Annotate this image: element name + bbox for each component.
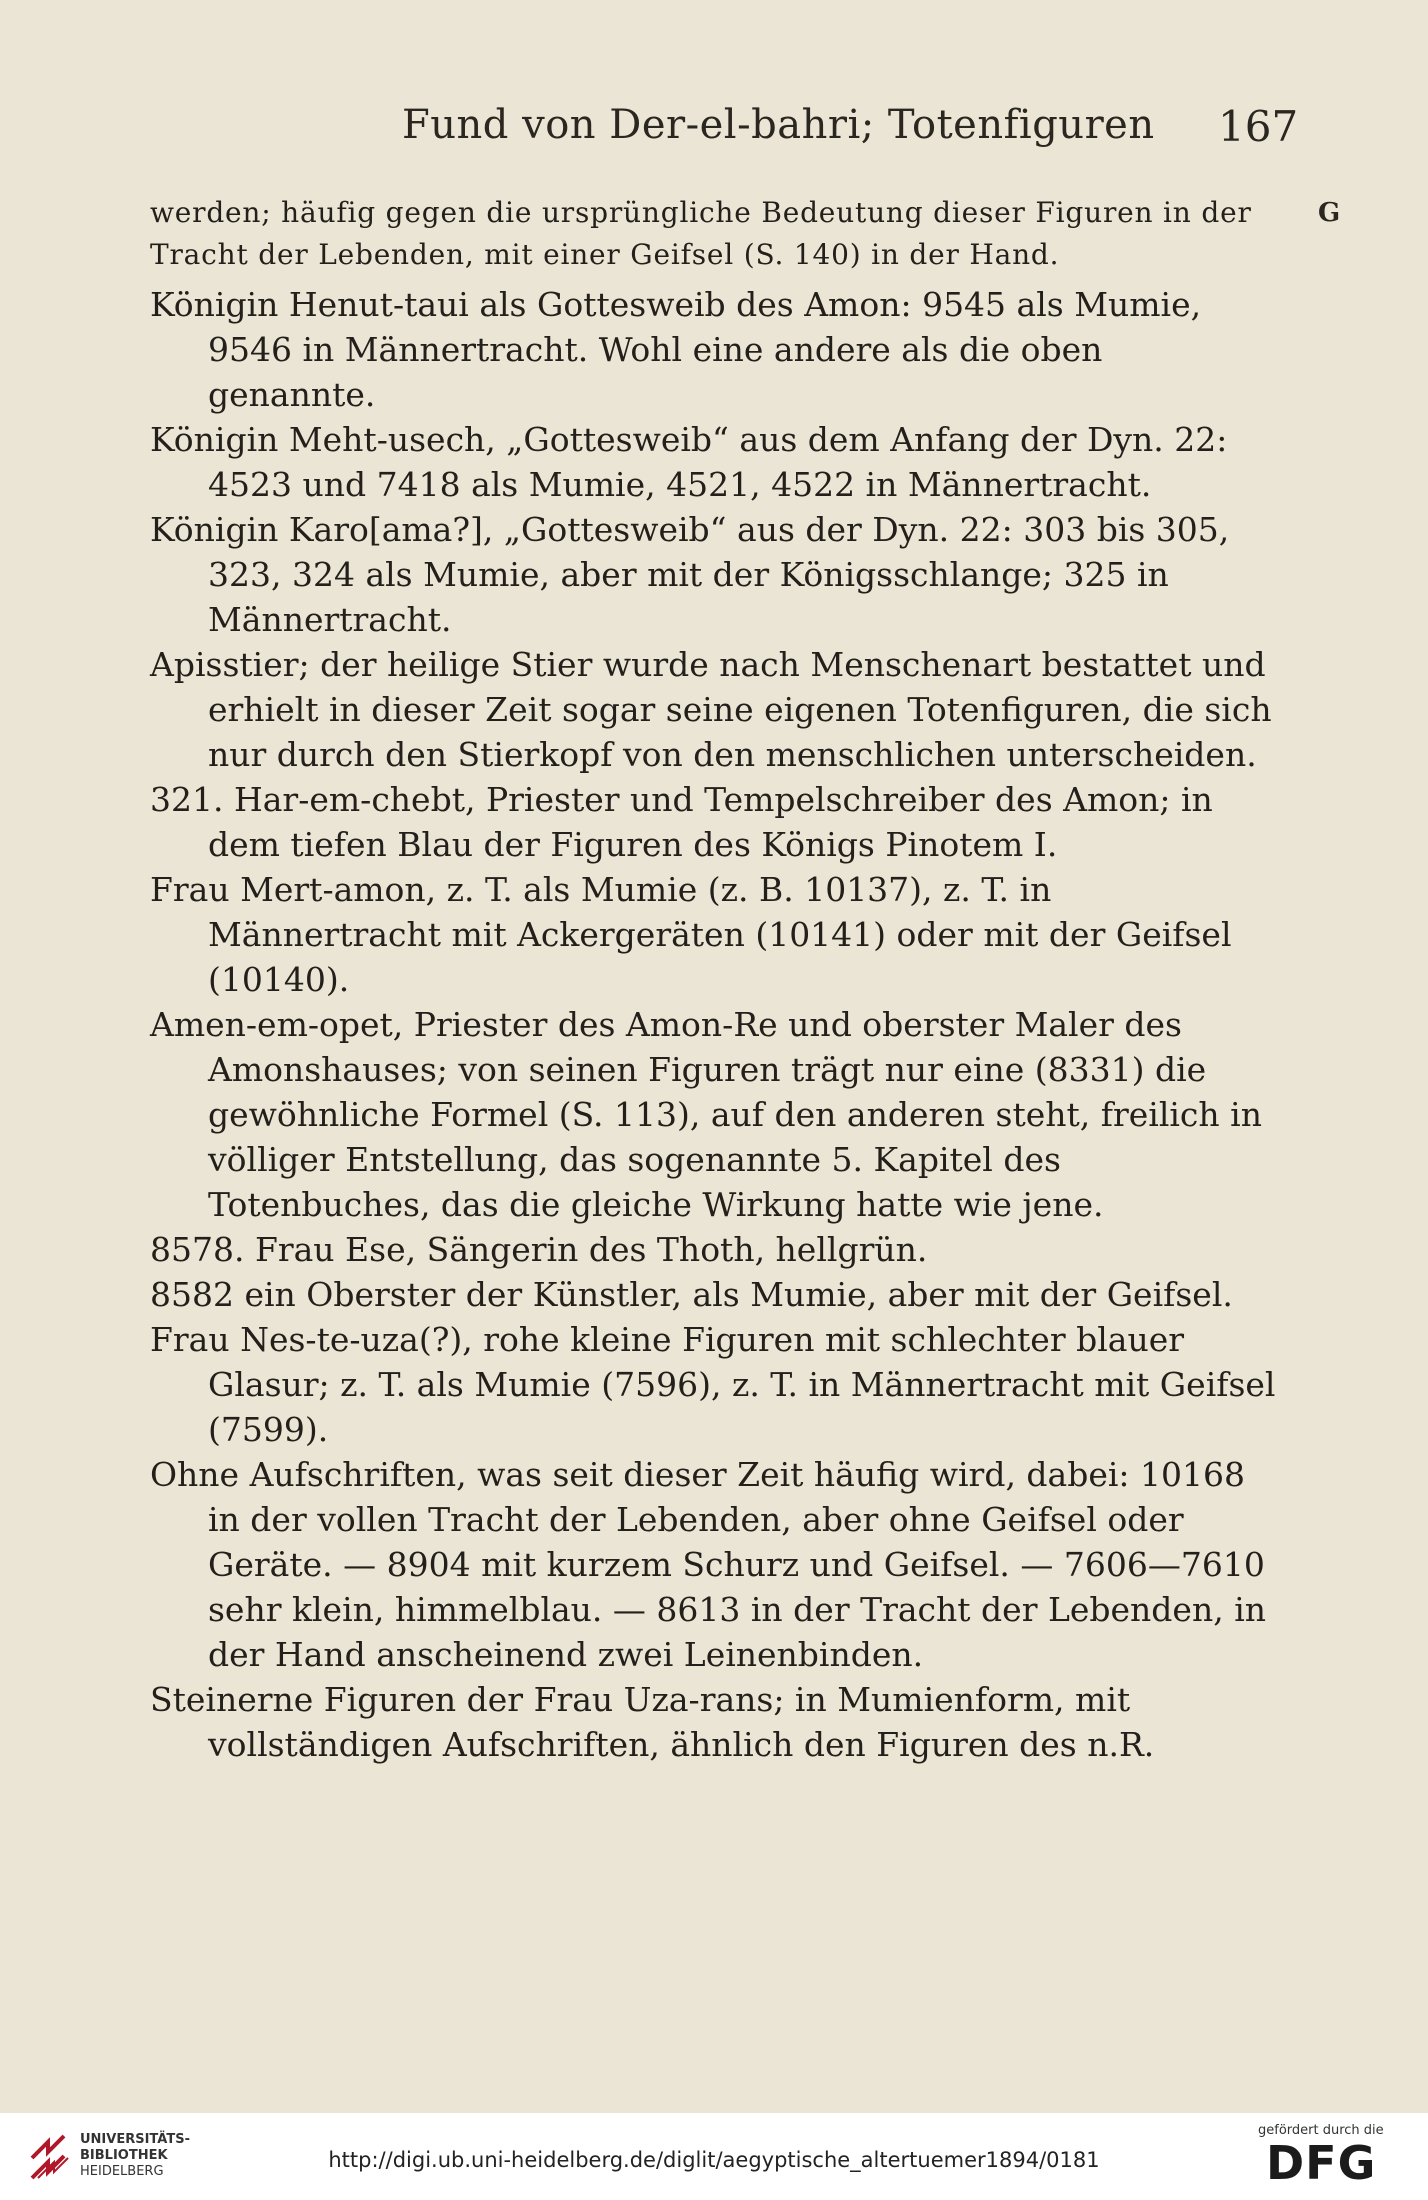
entry-nes-te-uza: Frau Nes-te-uza(?), rohe kleine Figuren mit schlechter blauer Glasur; z. T. als Mumie (7596), z. T. in Männertracht mit Geifsel (7599). (150, 1320, 1276, 1449)
library-line-3: HEIDELBERG (80, 2164, 164, 2179)
funding-label: gefördert durch die (1258, 2123, 1384, 2138)
entry-karo-ama: Königin Karo[ama?], „Gottesweib“ aus der Dyn. 22: 303 bis 305, 323, 324 als Mumie, aber mit der Königsschlange; 325 in Männertracht. (150, 510, 1230, 639)
entry-frau-ese: 8578. Frau Ese, Sängerin des Thoth, hellgrün. (150, 1230, 928, 1269)
library-line-2: BIBLIOTHEK (80, 2148, 168, 2163)
page-number: 167 (1218, 102, 1299, 151)
entry-henut-taui: Königin Henut-taui als Gottesweib des Amon: 9545 als Mumie, 9546 in Männertracht. Wohl eine andere als die oben genannte. (150, 285, 1202, 414)
entry-apisstier: Apisstier; der heilige Stier wurde nach Menschenart bestattet und erhielt in dieser Zeit sogar seine eigenen Totenfiguren, die sich nur durch den Stierkopf von den menschlichen unterscheiden. (150, 645, 1272, 774)
entry-ohne-aufschriften: Ohne Aufschriften, was seit dieser Zeit häufig wird, dabei: 10168 in der vollen Tracht der Lebenden, aber ohne Geifsel oder Geräte. — 8904 mit kurzem Schurz und Geifsel. — 7606—7610 sehr klein, himmelblau. — 8613 in der Tracht der Lebenden, in der Hand anscheinend zwei Leinenbinden. (150, 1455, 1266, 1674)
margin-letter: G (1318, 198, 1341, 228)
body-text (150, 192, 1280, 1767)
entry-mert-amon: Frau Mert-amon, z. T. als Mumie (z. B. 10137), z. T. in Männertracht mit Ackergeräten (10141) oder mit der Geifsel (10140). (150, 870, 1232, 999)
entry-har-em-chebt: 321. Har-em-chebt, Priester und Tempelschreiber des Amon; in dem tiefen Blau der Figuren des Königs Pinotem I. (150, 780, 1213, 864)
permalink-url[interactable]: http://digi.ub.uni-heidelberg.de/diglit/aegyptische_altertuemer1894/0181 (328, 2148, 1100, 2172)
library-line-1: UNIVERSITÄTS- (80, 2132, 190, 2147)
running-title: Fund von Der-el-bahri; Totenfiguren (402, 102, 1155, 148)
entry-oberster-kuenstler: 8582 ein Oberster der Künstler, als Mumie, aber mit der Geifsel. (150, 1275, 1233, 1314)
entry-amen-em-opet: Amen-em-opet, Priester des Amon-Re und oberster Maler des Amonshauses; von seinen Figuren trägt nur eine (8331) die gewöhnliche Formel (S. 113), auf den anderen steht, freilich in völliger Entstellung, das sogenannte 5. Kapitel des Totenbuches, das die gleiche Wirkung hatte wie jene. (150, 1005, 1262, 1224)
entry-steinerne-figuren: Steinerne Figuren der Frau Uza-rans; in Mumienform, mit vollständigen Aufschriften, ähnlich den Figuren des n.R. (150, 1680, 1155, 1764)
intro-paragraph: werden; häufig gegen die ursprüngliche Bedeutung dieser Figuren in der Tracht der Lebenden, mit einer Geifsel (S. 140) in der Hand. (150, 196, 1252, 271)
dfg-logo: DFG (1266, 2136, 1377, 2190)
entry-meht-usech: Königin Meht-usech, „Gottesweib“ aus dem Anfang der Dyn. 22: 4523 und 7418 als Mumie, 4521, 4522 in Männertracht. (150, 420, 1228, 504)
